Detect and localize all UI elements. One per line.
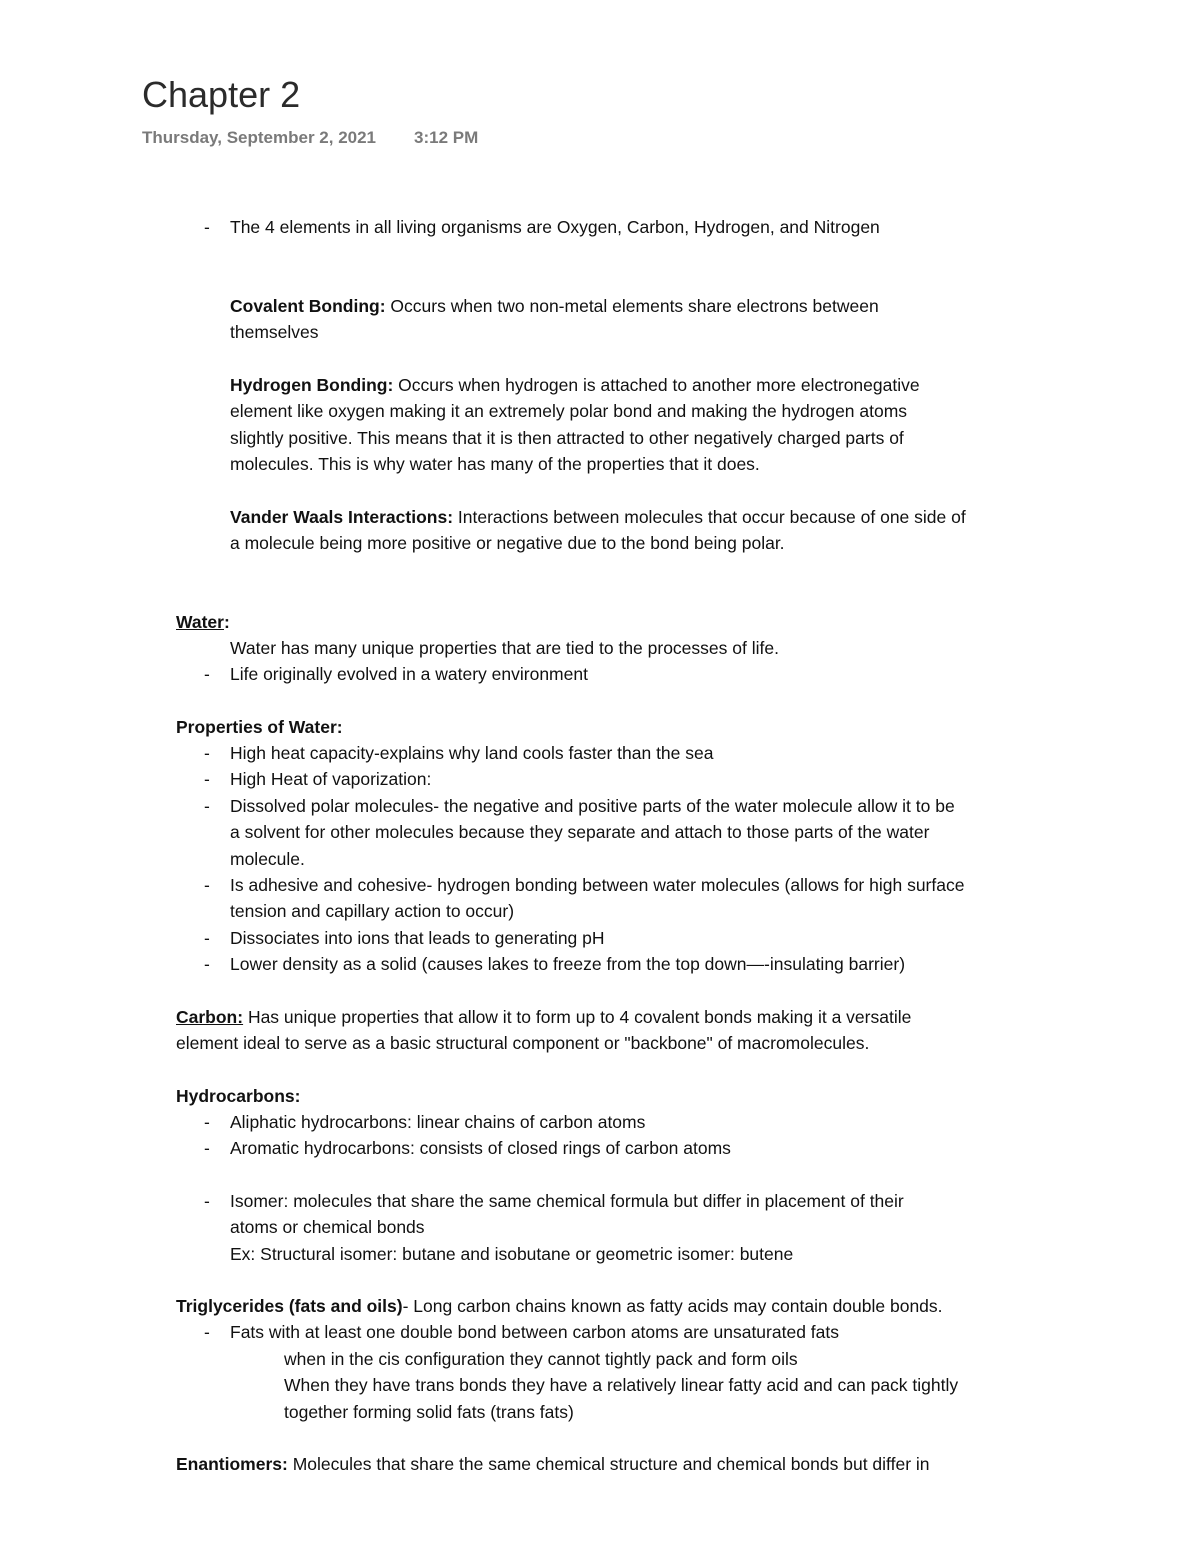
covalent-term: Covalent Bonding: — [230, 296, 386, 316]
text-line: Has unique properties that allow it to form up to 4 covalent bonds making it a versatile — [243, 1007, 912, 1027]
triglycerides-term: Triglycerides (fats and oils) — [176, 1296, 403, 1316]
list-item — [204, 925, 605, 951]
text-line: together forming solid fats (trans fats) — [284, 1401, 574, 1422]
intro-text: The 4 elements in all living organisms are Oxygen, Carbon, Hydrogen, and Nitrogen — [230, 217, 880, 237]
carbon-term: Carbon: — [176, 1007, 244, 1027]
dash-icon: - — [204, 1112, 210, 1132]
text-line: Occurs when hydrogen is attached to another more electronegative — [393, 375, 920, 395]
list-item — [204, 872, 965, 925]
text-line: molecules. This is why water has many of the properties that it does. — [230, 453, 760, 474]
page-title: Chapter 2 — [142, 74, 301, 115]
list-item-text: Is adhesive and cohesive- hydrogen bonding between water molecules (allows for high surface — [230, 875, 965, 895]
text-line: Occurs when two non-metal elements share electrons between — [385, 296, 879, 316]
water-heading — [176, 609, 230, 635]
dash-icon: - — [204, 664, 210, 684]
text-line: Interactions between molecules that occur because of one side of — [453, 507, 966, 527]
note-timestamp — [142, 128, 478, 148]
note-date: Thursday, September 2, 2021 — [142, 128, 377, 147]
note-time: 3:12 PM — [414, 128, 479, 147]
dash-icon: - — [204, 1191, 210, 1211]
properties-heading — [176, 714, 343, 740]
dash-icon: - — [204, 875, 210, 895]
dash-icon: - — [204, 217, 210, 237]
list-item-text: tension and capillary action to occur) — [230, 901, 515, 922]
list-item-text: a solvent for other molecules because they separate and attach to those parts of the water — [230, 822, 930, 843]
water-term: Water — [176, 612, 224, 632]
dash-icon: - — [204, 769, 210, 789]
list-item-text: Aromatic hydrocarbons: consists of closed rings of carbon atoms — [230, 1138, 731, 1158]
list-item-text: Dissolved polar molecules- the negative and positive parts of the water molecule allow it to be — [230, 796, 955, 816]
water-bullet — [204, 661, 588, 687]
dash-icon: - — [204, 1322, 210, 1342]
dash-icon: - — [204, 796, 210, 816]
list-item-text: Fats with at least one double bond between carbon atoms are unsaturated fats — [230, 1322, 839, 1342]
text-line: element like oxygen making it an extremely polar bond and making the hydrogen atoms — [230, 401, 908, 422]
list-item-text: High Heat of vaporization: — [230, 769, 432, 789]
list-item-text: Isomer: molecules that share the same chemical formula but differ in placement of their — [230, 1191, 904, 1211]
list-item — [204, 1319, 839, 1345]
enantiomers-definition — [176, 1451, 930, 1477]
list-item-text: Life originally evolved in a watery environment — [230, 664, 588, 684]
vanderwaals-term: Vander Waals Interactions: — [230, 507, 454, 527]
list-item — [204, 793, 955, 872]
dash-icon: - — [204, 1138, 210, 1158]
list-item — [204, 740, 714, 766]
triglycerides-definition — [176, 1293, 943, 1319]
triglycerides-subnotes — [284, 1346, 958, 1425]
text-line: themselves — [230, 322, 319, 343]
list-item-text: Aliphatic hydrocarbons: linear chains of carbon atoms — [230, 1112, 646, 1132]
list-item — [204, 1109, 646, 1135]
list-item — [204, 766, 432, 792]
list-item-text: Lower density as a solid (causes lakes to freeze from the top down—-insulating barrier) — [230, 954, 906, 974]
list-item-text: atoms or chemical bonds — [230, 1217, 425, 1238]
list-item-text: High heat capacity-explains why land cools faster than the sea — [230, 743, 714, 763]
enantiomers-term: Enantiomers: — [176, 1454, 288, 1474]
list-item — [204, 951, 906, 977]
dash-icon: - — [204, 743, 210, 763]
text-line: a molecule being more positive or negative due to the bond being polar. — [230, 533, 785, 554]
text-line: when in the cis configuration they cannot tightly pack and form oils — [284, 1349, 798, 1369]
hydrogen-term: Hydrogen Bonding: — [230, 375, 394, 395]
dash-icon: - — [204, 928, 210, 948]
intro-bullet — [204, 214, 880, 240]
properties-term: Properties of Water: — [176, 717, 343, 737]
list-item-text: Dissociates into ions that leads to generating pH — [230, 928, 605, 948]
water-text: Water has many unique properties that are tied to the processes of life. — [230, 638, 779, 658]
vanderwaals-definition — [230, 504, 966, 557]
text-line: element ideal to serve as a basic structural component or "backbone" of macromolecules. — [176, 1033, 870, 1054]
covalent-definition — [230, 293, 879, 346]
colon: : — [223, 612, 230, 632]
text-line: - Long carbon chains known as fatty acids may contain double bonds. — [402, 1296, 943, 1316]
text-line: When they have trans bonds they have a relatively linear fatty acid and can pack tightly — [284, 1375, 959, 1396]
text-line: Molecules that share the same chemical structure and chemical bonds but differ in — [287, 1454, 930, 1474]
hydrocarbons-heading — [176, 1083, 300, 1109]
text-line: slightly positive. This means that it is then attracted to other negatively charged parts of — [230, 427, 904, 448]
carbon-definition — [176, 1004, 911, 1057]
list-item — [204, 1135, 731, 1161]
hydrocarbons-term: Hydrocarbons: — [176, 1086, 301, 1106]
dash-icon: - — [204, 954, 210, 974]
list-item-text: Ex: Structural isomer: butane and isobutane or geometric isomer: butene — [230, 1243, 794, 1264]
list-item — [204, 1188, 904, 1267]
list-item-text: molecule. — [230, 848, 305, 869]
hydrogen-definition — [230, 372, 920, 477]
